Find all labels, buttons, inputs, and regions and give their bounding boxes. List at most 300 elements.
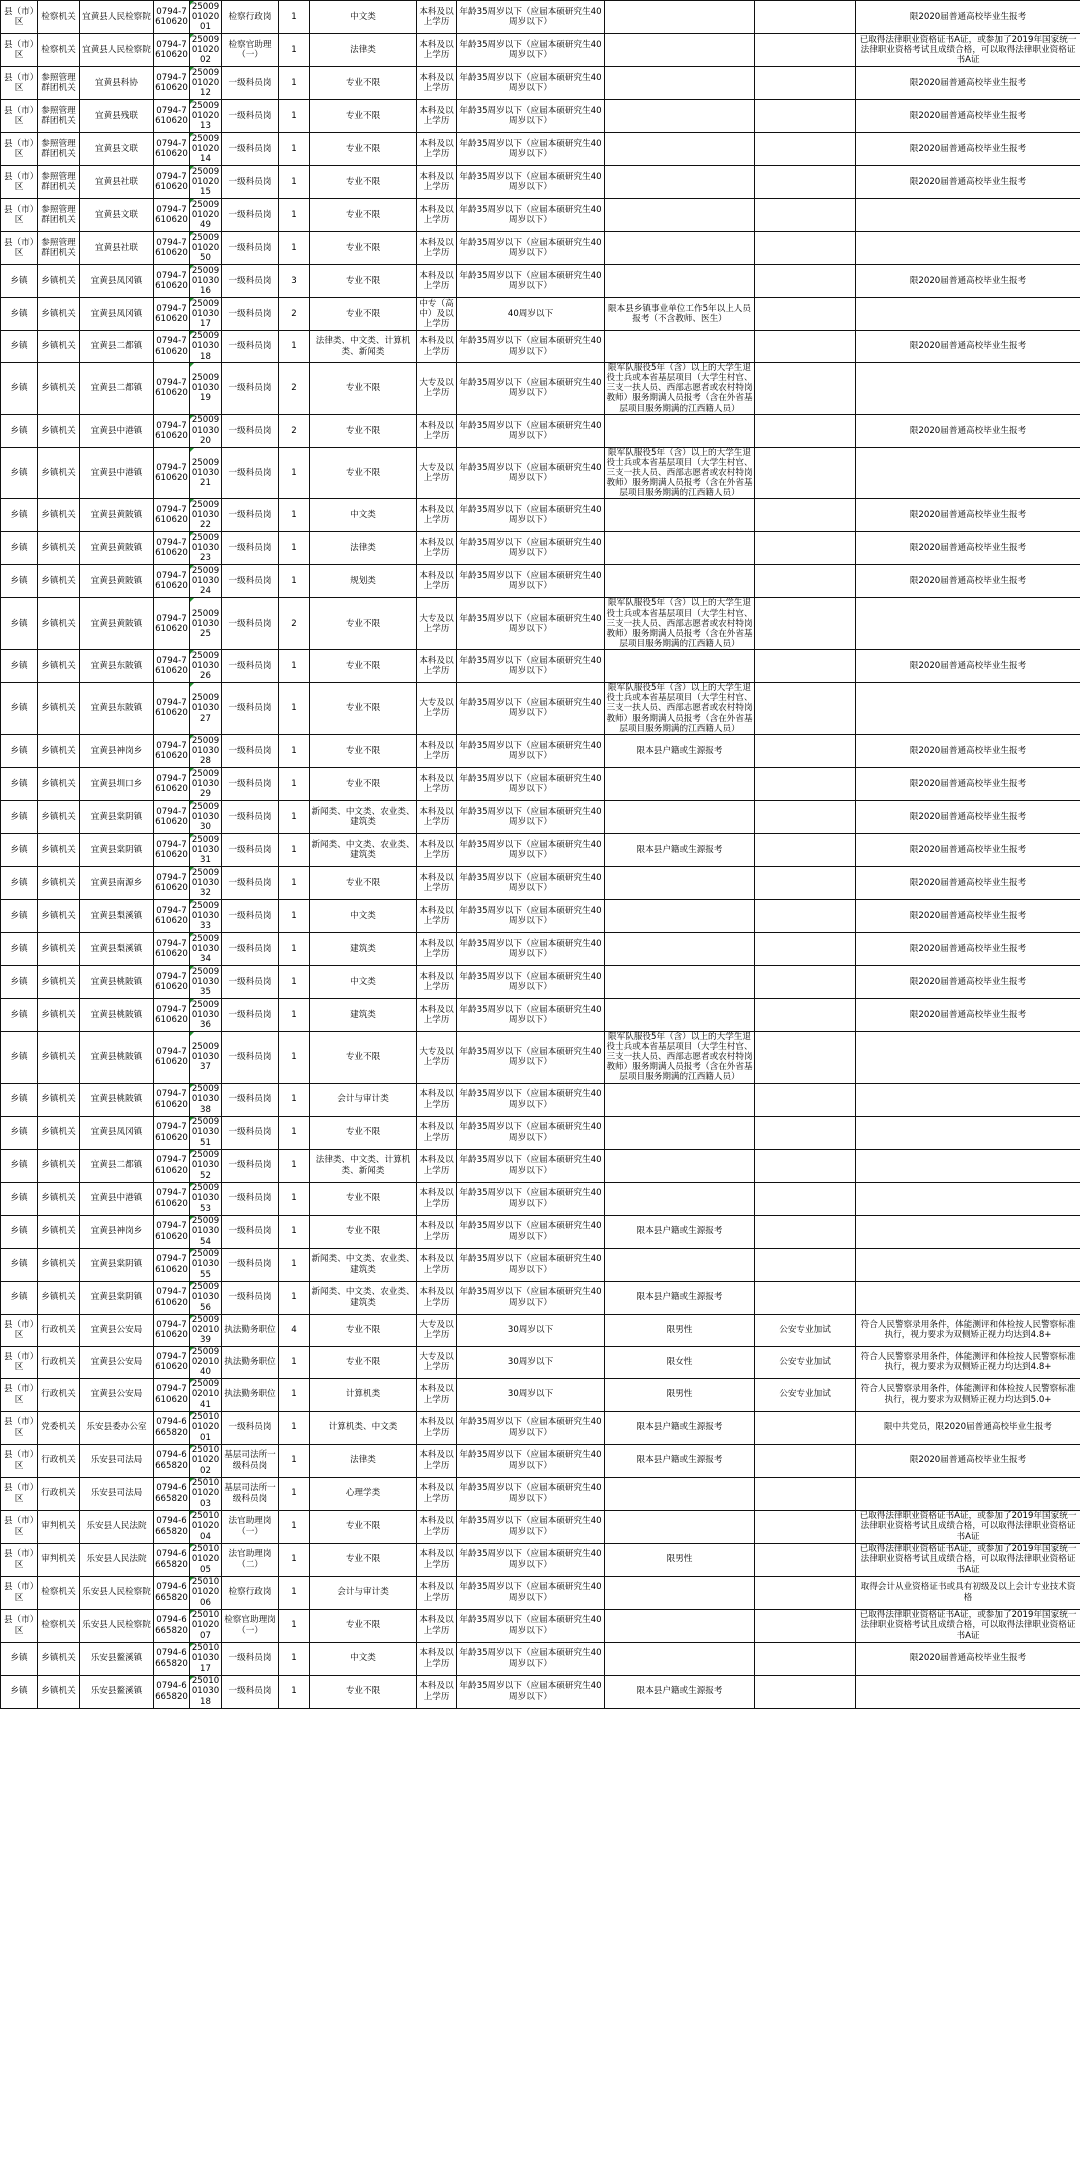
- cell-other: [605, 265, 755, 298]
- cell-post: 一级科员岗: [222, 734, 279, 767]
- cell-note: [856, 447, 1080, 499]
- cell-unit: 宜黄县科协: [80, 67, 154, 100]
- cell-major: 法律类: [310, 1444, 417, 1477]
- cell-code: 250090103054: [190, 1215, 222, 1248]
- cell-comment-marker-icon: [190, 1282, 194, 1286]
- cell-alt: [755, 363, 856, 415]
- cell-alt: [755, 932, 856, 965]
- cell-level: 乡镇: [1, 998, 38, 1031]
- cell-major: 新闻类、中文类、农业类、建筑类: [310, 833, 417, 866]
- cell-major: 新闻类、中文类、农业类、建筑类: [310, 1248, 417, 1281]
- cell-other: 限本县户籍或生源报考: [605, 1675, 755, 1708]
- cell-comment-marker-icon: [190, 199, 194, 203]
- cell-edu: 本科及以上学历: [417, 199, 457, 232]
- cell-post: 一级科员岗: [222, 998, 279, 1031]
- cell-comment-marker-icon: [190, 363, 194, 367]
- cell-count: 2: [279, 298, 310, 331]
- cell-phone: 0794-7610620: [154, 734, 190, 767]
- cell-type: 乡镇机关: [38, 899, 80, 932]
- cell-edu: 本科及以上学历: [417, 1675, 457, 1708]
- cell-unit: 宜黄县二都镇: [80, 363, 154, 415]
- cell-code: 250100102004: [190, 1510, 222, 1543]
- cell-other: [605, 1, 755, 34]
- table-row: [1, 34, 1080, 67]
- cell-edu: 本科及以上学历: [417, 1444, 457, 1477]
- cell-comment-marker-icon: [190, 133, 194, 137]
- table-row: [1, 1346, 1080, 1378]
- cell-code: 250090103020: [190, 414, 222, 447]
- cell-edu: 本科及以上学历: [417, 1609, 457, 1642]
- cell-code: 250090201041: [190, 1378, 222, 1411]
- cell-count: 1: [279, 866, 310, 899]
- cell-code: 250090103033: [190, 899, 222, 932]
- cell-comment-marker-icon: [190, 900, 194, 904]
- cell-level: 县（市）区: [1, 1576, 38, 1609]
- cell-unit: 宜黄县凤冈镇: [80, 1116, 154, 1149]
- cell-alt: [755, 331, 856, 363]
- cell-type: 乡镇机关: [38, 866, 80, 899]
- cell-edu: 本科及以上学历: [417, 331, 457, 363]
- cell-type: 乡镇机关: [38, 265, 80, 298]
- cell-code: 250090103036: [190, 998, 222, 1031]
- cell-unit: 乐安县人民法院: [80, 1543, 154, 1576]
- cell-phone: 0794-7610620: [154, 1116, 190, 1149]
- cell-major: 专业不限: [310, 67, 417, 100]
- cell-note: [856, 1477, 1080, 1510]
- cell-note: 限2020届普通高校毕业生报考: [856, 899, 1080, 932]
- positions-table-body: [1, 1, 1080, 1709]
- cell-level: 乡镇: [1, 565, 38, 598]
- cell-post: 一级科员岗: [222, 499, 279, 532]
- cell-other: [605, 1609, 755, 1642]
- cell-level: 乡镇: [1, 414, 38, 447]
- cell-alt: [755, 800, 856, 833]
- cell-comment-marker-icon: [190, 298, 194, 302]
- cell-type: 乡镇机关: [38, 499, 80, 532]
- cell-major: 中文类: [310, 1, 417, 34]
- cell-level: 县（市）区: [1, 1477, 38, 1510]
- cell-post: 一级科员岗: [222, 298, 279, 331]
- cell-post: 一级科员岗: [222, 1083, 279, 1116]
- cell-unit: 宜黄县东陂镇: [80, 650, 154, 683]
- cell-phone: 0794-7610620: [154, 265, 190, 298]
- cell-note: [856, 1116, 1080, 1149]
- cell-count: 1: [279, 800, 310, 833]
- cell-level: 县（市）区: [1, 1510, 38, 1543]
- cell-age: 年龄35周岁以下（应届本硕研究生40周岁以下）: [457, 232, 605, 265]
- cell-edu: 本科及以上学历: [417, 565, 457, 598]
- cell-other: [605, 532, 755, 565]
- cell-post: 一级科员岗: [222, 1281, 279, 1314]
- cell-phone: 0794-7610620: [154, 298, 190, 331]
- cell-age: 年龄35周岁以下（应届本硕研究生40周岁以下）: [457, 1510, 605, 1543]
- cell-phone: 0794-7610620: [154, 683, 190, 735]
- cell-note: 限2020届普通高校毕业生报考: [856, 1, 1080, 34]
- table-row: [1, 899, 1080, 932]
- cell-note: [856, 1281, 1080, 1314]
- cell-count: 1: [279, 1, 310, 34]
- cell-other: 限军队服役5年（含）以上的大学生退役士兵或本省基层项目（大学生村官、三支一扶人员、西部志愿者或农村特岗教师）服务期满人员报考（含在外省基层项目服务期满的江西籍人员）: [606, 447, 753, 499]
- cell-count: 1: [279, 1149, 310, 1182]
- cell-count: 1: [279, 532, 310, 565]
- cell-unit: 宜黄县棠阴镇: [80, 1248, 154, 1281]
- table-row: [1, 565, 1080, 598]
- cell-edu: 大专及以上学历: [417, 683, 457, 735]
- cell-edu: 本科及以上学历: [417, 1576, 457, 1609]
- cell-phone: 0794-7610620: [154, 932, 190, 965]
- cell-edu: 本科及以上学历: [417, 133, 457, 166]
- cell-unit: 乐安县委办公室: [80, 1411, 154, 1444]
- cell-type: 参照管理群团机关: [38, 199, 80, 232]
- cell-count: 1: [279, 734, 310, 767]
- cell-count: 1: [279, 1031, 310, 1083]
- cell-phone: 0794-7610620: [154, 331, 190, 363]
- cell-note: [856, 363, 1080, 415]
- cell-edu: 本科及以上学历: [417, 965, 457, 998]
- cell-phone: 0794-7610620: [154, 899, 190, 932]
- cell-type: 乡镇机关: [38, 1281, 80, 1314]
- cell-count: 1: [279, 1609, 310, 1642]
- cell-unit: 乐安县司法局: [80, 1477, 154, 1510]
- cell-comment-marker-icon: [190, 1032, 194, 1036]
- cell-note: 限2020届普通高校毕业生报考: [856, 965, 1080, 998]
- cell-alt: [755, 199, 856, 232]
- cell-type: 行政机关: [38, 1314, 80, 1346]
- cell-post: 法官助理岗（二）: [222, 1543, 279, 1576]
- cell-note: 限2020届普通高校毕业生报考: [856, 133, 1080, 166]
- cell-phone: 0794-7610620: [154, 1314, 190, 1346]
- cell-age: 年龄35周岁以下（应届本硕研究生40周岁以下）: [457, 998, 605, 1031]
- cell-type: 乡镇机关: [38, 1642, 80, 1675]
- cell-unit: 宜黄县社联: [80, 166, 154, 199]
- cell-unit: 宜黄县人民检察院: [80, 34, 154, 67]
- cell-type: 乡镇机关: [38, 598, 80, 650]
- cell-major: 专业不限: [310, 232, 417, 265]
- cell-code: 250090201039: [190, 1314, 222, 1346]
- cell-type: 乡镇机关: [38, 447, 80, 499]
- cell-count: 1: [279, 1642, 310, 1675]
- cell-comment-marker-icon: [190, 1183, 194, 1187]
- cell-unit: 宜黄县圳口乡: [80, 767, 154, 800]
- cell-alt: [755, 265, 856, 298]
- cell-major: 专业不限: [310, 133, 417, 166]
- table-row: [1, 232, 1080, 265]
- cell-note: 限2020届普通高校毕业生报考: [856, 998, 1080, 1031]
- cell-level: 乡镇: [1, 683, 38, 735]
- cell-code: 250090103034: [190, 932, 222, 965]
- cell-comment-marker-icon: [190, 415, 194, 419]
- cell-comment-marker-icon: [190, 683, 194, 687]
- table-row: [1, 734, 1080, 767]
- cell-unit: 宜黄县人民检察院: [80, 1, 154, 34]
- cell-count: 4: [279, 1314, 310, 1346]
- cell-level: 乡镇: [1, 833, 38, 866]
- cell-type: 乡镇机关: [38, 650, 80, 683]
- cell-code: 250090103027: [190, 683, 222, 735]
- cell-count: 1: [279, 1411, 310, 1444]
- cell-post: 一级科员岗: [222, 414, 279, 447]
- cell-phone: 0794-7610620: [154, 866, 190, 899]
- cell-other: [605, 767, 755, 800]
- cell-age: 年龄35周岁以下（应届本硕研究生40周岁以下）: [457, 1248, 605, 1281]
- cell-post: 执法勤务职位: [222, 1346, 279, 1378]
- table-row: [1, 965, 1080, 998]
- cell-unit: 宜黄县棠阴镇: [80, 800, 154, 833]
- cell-comment-marker-icon: [190, 1347, 194, 1351]
- cell-unit: 宜黄县黄陂镇: [80, 532, 154, 565]
- table-row: [1, 363, 1080, 415]
- cell-major: 专业不限: [310, 683, 417, 735]
- cell-post: 一级科员岗: [222, 331, 279, 363]
- cell-post: 一级科员岗: [222, 232, 279, 265]
- cell-alt: [755, 414, 856, 447]
- cell-post: 一级科员岗: [222, 650, 279, 683]
- cell-alt: [755, 100, 856, 133]
- cell-edu: 本科及以上学历: [417, 1149, 457, 1182]
- cell-phone: 0794-7610620: [154, 1215, 190, 1248]
- cell-note: 限2020届普通高校毕业生报考: [856, 800, 1080, 833]
- cell-edu: 本科及以上学历: [417, 932, 457, 965]
- table-row: [1, 133, 1080, 166]
- cell-other: [605, 1576, 755, 1609]
- cell-note: 符合人民警察录用条件，体能测评和体检按人民警察标准执行，视力要求为双侧矫正视力均达到5.0+: [856, 1378, 1080, 1411]
- cell-level: 乡镇: [1, 866, 38, 899]
- cell-age: 年龄35周岁以下（应届本硕研究生40周岁以下）: [457, 1031, 605, 1083]
- cell-post: 一级科员岗: [222, 1411, 279, 1444]
- cell-phone: 0794-7610620: [154, 67, 190, 100]
- cell-age: 年龄35周岁以下（应届本硕研究生40周岁以下）: [457, 1116, 605, 1149]
- table-row: [1, 598, 1080, 650]
- cell-comment-marker-icon: [190, 768, 194, 772]
- cell-post: 一级科员岗: [222, 800, 279, 833]
- cell-count: 1: [279, 1477, 310, 1510]
- cell-level: 乡镇: [1, 1281, 38, 1314]
- cell-comment-marker-icon: [190, 966, 194, 970]
- cell-alt: [755, 298, 856, 331]
- cell-comment-marker-icon: [190, 532, 194, 536]
- cell-edu: 本科及以上学历: [417, 1083, 457, 1116]
- cell-unit: 宜黄县二都镇: [80, 331, 154, 363]
- cell-code: 250090103025: [190, 598, 222, 650]
- cell-count: 1: [279, 565, 310, 598]
- cell-edu: 大专及以上学历: [417, 598, 457, 650]
- cell-phone: 0794-7610620: [154, 1149, 190, 1182]
- table-row: [1, 1031, 1080, 1083]
- cell-level: 县（市）区: [1, 1543, 38, 1576]
- cell-note: [856, 232, 1080, 265]
- cell-phone: 0794-7610620: [154, 1182, 190, 1215]
- cell-age: 年龄35周岁以下（应届本硕研究生40周岁以下）: [457, 866, 605, 899]
- table-row: [1, 1642, 1080, 1675]
- table-row: [1, 1149, 1080, 1182]
- cell-count: 1: [279, 331, 310, 363]
- cell-age: 年龄35周岁以下（应届本硕研究生40周岁以下）: [457, 565, 605, 598]
- cell-code: 250100102005: [190, 1543, 222, 1576]
- cell-type: 党委机关: [38, 1411, 80, 1444]
- cell-note: [856, 1031, 1080, 1083]
- cell-alt: [755, 1083, 856, 1116]
- cell-age: 年龄35周岁以下（应届本硕研究生40周岁以下）: [457, 532, 605, 565]
- cell-note: [856, 1083, 1080, 1116]
- cell-other: [605, 965, 755, 998]
- table-row: [1, 1083, 1080, 1116]
- cell-post: 一级科员岗: [222, 532, 279, 565]
- cell-type: 检察机关: [38, 1, 80, 34]
- cell-edu: 本科及以上学历: [417, 34, 457, 67]
- cell-phone: 0794-6665820: [154, 1444, 190, 1477]
- cell-major: 专业不限: [310, 1182, 417, 1215]
- cell-other: [605, 866, 755, 899]
- cell-count: 1: [279, 1675, 310, 1708]
- cell-count: 1: [279, 1378, 310, 1411]
- cell-comment-marker-icon: [190, 1315, 194, 1319]
- cell-other: [605, 650, 755, 683]
- cell-age: 年龄35周岁以下（应届本硕研究生40周岁以下）: [457, 100, 605, 133]
- cell-comment-marker-icon: [190, 1084, 194, 1088]
- cell-post: 检察行政岗: [222, 1, 279, 34]
- cell-other: [605, 1149, 755, 1182]
- cell-major: 中文类: [310, 499, 417, 532]
- cell-count: 1: [279, 1215, 310, 1248]
- cell-alt: [755, 1215, 856, 1248]
- cell-phone: 0794-7610620: [154, 532, 190, 565]
- cell-post: 一级科员岗: [222, 598, 279, 650]
- cell-alt: [755, 650, 856, 683]
- table-row: [1, 866, 1080, 899]
- table-row: [1, 1248, 1080, 1281]
- cell-unit: 宜黄县公安局: [80, 1314, 154, 1346]
- cell-type: 乡镇机关: [38, 767, 80, 800]
- cell-edu: 本科及以上学历: [417, 734, 457, 767]
- cell-code: 250090103018: [190, 331, 222, 363]
- cell-post: 一级科员岗: [222, 899, 279, 932]
- cell-post: 检察官助理（一）: [222, 34, 279, 67]
- cell-alt: 公安专业加试: [755, 1346, 856, 1378]
- cell-post: 一级科员岗: [222, 833, 279, 866]
- cell-type: 乡镇机关: [38, 532, 80, 565]
- cell-unit: 宜黄县桃陂镇: [80, 965, 154, 998]
- cell-level: 乡镇: [1, 598, 38, 650]
- cell-age: 年龄35周岁以下（应届本硕研究生40周岁以下）: [457, 899, 605, 932]
- table-row: [1, 932, 1080, 965]
- cell-major: 专业不限: [310, 363, 417, 415]
- cell-post: 一级科员岗: [222, 166, 279, 199]
- cell-alt: [755, 447, 856, 499]
- cell-code: 250090103038: [190, 1083, 222, 1116]
- cell-code: 250090103022: [190, 499, 222, 532]
- cell-alt: [755, 1149, 856, 1182]
- cell-phone: 0794-7610620: [154, 565, 190, 598]
- cell-phone: 0794-7610620: [154, 800, 190, 833]
- cell-major: 专业不限: [310, 199, 417, 232]
- cell-alt: [755, 67, 856, 100]
- cell-alt: [755, 1116, 856, 1149]
- cell-note: [856, 1215, 1080, 1248]
- cell-level: 乡镇: [1, 1248, 38, 1281]
- cell-post: 一级科员岗: [222, 767, 279, 800]
- table-row: [1, 1314, 1080, 1346]
- cell-post: 一级科员岗: [222, 133, 279, 166]
- cell-comment-marker-icon: [190, 565, 194, 569]
- cell-code: 250090103037: [190, 1031, 222, 1083]
- cell-count: 2: [279, 598, 310, 650]
- cell-age: 年龄35周岁以下（应届本硕研究生40周岁以下）: [457, 1083, 605, 1116]
- cell-other: [605, 565, 755, 598]
- cell-note: 限中共党员，限2020届普通高校毕业生报考: [856, 1411, 1080, 1444]
- cell-note: 限2020届普通高校毕业生报考: [856, 650, 1080, 683]
- cell-other: [605, 1248, 755, 1281]
- cell-comment-marker-icon: [190, 1610, 194, 1614]
- cell-alt: [755, 598, 856, 650]
- cell-count: 1: [279, 899, 310, 932]
- cell-type: 审判机关: [38, 1543, 80, 1576]
- cell-other: 限本县户籍或生源报考: [605, 734, 755, 767]
- cell-unit: 宜黄县凤冈镇: [80, 265, 154, 298]
- cell-unit: 乐安县司法局: [80, 1444, 154, 1477]
- cell-count: 1: [279, 965, 310, 998]
- cell-code: 250100102001: [190, 1411, 222, 1444]
- cell-type: 检察机关: [38, 1609, 80, 1642]
- cell-major: 法律类、中文类、计算机类、新闻类: [310, 1149, 417, 1182]
- cell-level: 县（市）区: [1, 1378, 38, 1411]
- cell-other: 限军队服役5年（含）以上的大学生退役士兵或本省基层项目（大学生村官、三支一扶人员、西部志愿者或农村特岗教师）服务期满人员报考（含在外省基层项目服务期满的江西籍人员）: [606, 683, 753, 734]
- cell-note: [856, 1675, 1080, 1708]
- cell-other: 限本县乡镇事业单位工作5年以上人员报考（不含教师、医生）: [605, 298, 755, 331]
- table-row: [1, 1116, 1080, 1149]
- cell-note: [856, 298, 1080, 331]
- cell-edu: 本科及以上学历: [417, 1543, 457, 1576]
- cell-comment-marker-icon: [190, 735, 194, 739]
- cell-type: 参照管理群团机关: [38, 166, 80, 199]
- cell-major: 新闻类、中文类、农业类、建筑类: [310, 1281, 417, 1314]
- cell-age: 年龄35周岁以下（应届本硕研究生40周岁以下）: [457, 1576, 605, 1609]
- cell-edu: 本科及以上学历: [417, 1378, 457, 1411]
- cell-major: 法律类: [310, 532, 417, 565]
- cell-phone: 0794-7610620: [154, 499, 190, 532]
- cell-alt: [755, 1543, 856, 1576]
- cell-note: [856, 683, 1080, 735]
- cell-count: 1: [279, 447, 310, 499]
- cell-major: 专业不限: [310, 1510, 417, 1543]
- cell-type: 乡镇机关: [38, 998, 80, 1031]
- cell-code: 250090103051: [190, 1116, 222, 1149]
- cell-alt: [755, 499, 856, 532]
- cell-level: 乡镇: [1, 650, 38, 683]
- table-row: [1, 1378, 1080, 1411]
- cell-alt: [755, 683, 856, 735]
- cell-code: 250100102003: [190, 1477, 222, 1510]
- table-row: [1, 265, 1080, 298]
- cell-age: 年龄35周岁以下（应届本硕研究生40周岁以下）: [457, 499, 605, 532]
- cell-note: 限2020届普通高校毕业生报考: [856, 166, 1080, 199]
- cell-edu: 本科及以上学历: [417, 998, 457, 1031]
- table-row: [1, 199, 1080, 232]
- cell-code: 250090102002: [190, 34, 222, 67]
- cell-type: 乡镇机关: [38, 298, 80, 331]
- cell-type: 乡镇机关: [38, 800, 80, 833]
- cell-count: 1: [279, 199, 310, 232]
- cell-type: 乡镇机关: [38, 1215, 80, 1248]
- cell-type: 行政机关: [38, 1378, 80, 1411]
- cell-code: 250090103052: [190, 1149, 222, 1182]
- cell-level: 乡镇: [1, 734, 38, 767]
- cell-age: 40周岁以下: [457, 298, 605, 331]
- cell-alt: [755, 1477, 856, 1510]
- cell-phone: 0794-6665820: [154, 1642, 190, 1675]
- cell-type: 乡镇机关: [38, 734, 80, 767]
- cell-other: [605, 1510, 755, 1543]
- cell-post: 一级科员岗: [222, 866, 279, 899]
